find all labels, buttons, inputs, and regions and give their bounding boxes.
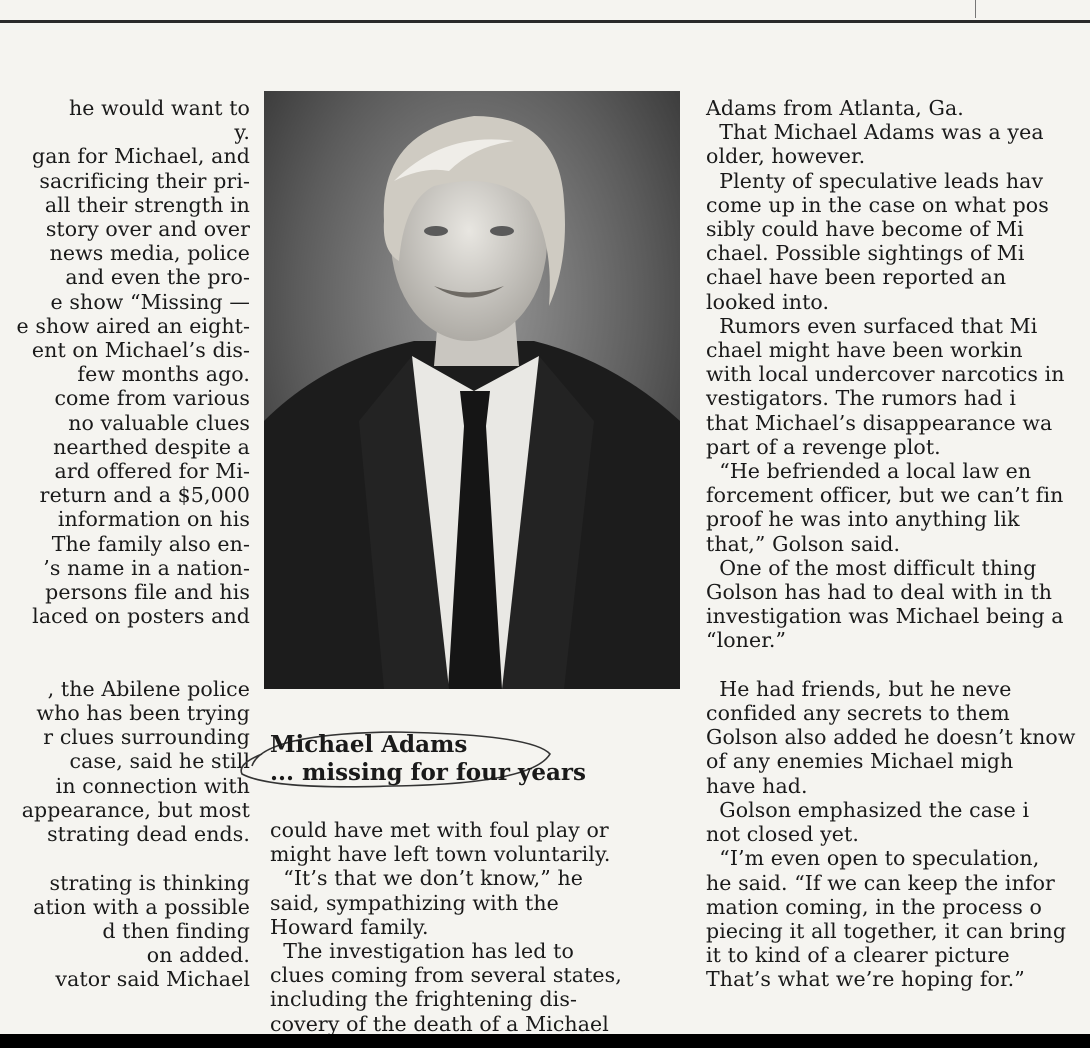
text-line: He had friends, but he neve [706,676,1012,701]
text-line: covery of the death of a Michael [270,1011,609,1034]
text-line: in connection with [55,773,250,798]
text-line: gan for Michael, and [31,144,250,169]
text-line: strating is thinking [49,870,250,895]
text-line: have had. [706,773,808,798]
text-line: clues coming from several states, [270,963,622,988]
text-line: e show “Missing — [50,289,250,314]
text-line: “I’m even open to speculation, [706,846,1040,871]
text-line: no valuable clues [68,410,250,435]
text-line: ’s name in a nation- [43,555,250,580]
text-line: , the Abilene police [47,676,250,701]
text-line: few months ago. [77,362,250,387]
text-line: e show aired an eight- [16,313,250,338]
text-line: chael might have been workin [706,338,1023,363]
text-line: he said. “If we can keep the infor [706,870,1055,895]
text-line: Golson emphasized the case i [706,797,1030,822]
text-line: piecing it all together, it can bring [706,918,1067,943]
text-line [706,653,1090,677]
text-line [0,653,250,677]
text-line: come from various [54,386,250,411]
text-line: vator said Michael [55,967,250,992]
text-line: mation coming, in the process o [706,894,1042,919]
text-line: investigation was Michael being a [706,604,1064,629]
column-tick [975,0,976,18]
text-line: Rumors even surfaced that Mi [706,313,1038,338]
text-line: Adams from Atlanta, Ga. [706,96,964,120]
text-line: chael. Possible sightings of Mi [706,241,1025,266]
text-line: proof he was into anything lik [706,507,1020,532]
text-line: story over and over [45,217,250,242]
text-line: r clues surrounding [43,725,250,750]
text-line: One of the most difficult thing [706,555,1037,580]
caption-name: Michael Adams [270,731,468,758]
text-line: could have met with foul play or [270,818,609,842]
text-line: ard offered for Mi- [54,459,250,484]
middle-column [270,818,670,1034]
text-line: he would want to [68,96,250,120]
text-line: That’s what we’re hoping for.” [706,967,1025,992]
text-line: The investigation has led to [270,939,574,964]
left-column [0,96,250,992]
text-line: ent on Michael’s dis- [31,338,250,363]
text-line: on added. [146,943,250,968]
text-line: ation with a possible [33,894,250,919]
text-line: said, sympathizing with the [270,890,559,915]
text-line: of any enemies Michael migh [706,749,1014,774]
right-column [706,96,1090,992]
text-line [0,846,250,870]
text-line: it to kind of a clearer picture [706,943,1010,968]
text-line: information on his [57,507,250,532]
text-line: looked into. [706,289,830,314]
text-line: The family also en- [51,531,250,556]
text-line: appearance, but most [21,797,250,822]
text-line: not closed yet. [706,822,859,847]
text-line: That Michael Adams was a yea [706,120,1044,145]
text-line: including the frightening dis- [270,987,577,1012]
text-line: Golson has had to deal with in th [706,580,1053,605]
text-line: Golson also added he doesn’t know [706,725,1076,750]
text-line: who has been trying [36,701,250,726]
text-line: chael have been reported an [706,265,1007,290]
text-line: “It’s that we don’t know,” he [270,866,583,891]
photo-caption [270,731,690,787]
text-line: “loner.” [706,628,787,653]
text-line: Plenty of speculative leads hav [706,168,1044,193]
text-line: case, said he still [69,749,250,774]
text-line: older, however. [706,144,866,169]
text-line: persons file and his [45,580,250,605]
text-line: all their strength in [44,192,250,217]
text-line: might have left town voluntarily. [270,842,611,867]
text-line: “He befriended a local law en [706,459,1032,484]
text-line: and even the pro- [65,265,250,290]
bottom-border [0,1034,1090,1048]
text-line: laced on posters and [32,604,250,629]
text-line: sibly could have become of Mi [706,217,1024,242]
text-line: nearthed despite a [53,434,250,459]
text-line: Howard family. [270,914,429,939]
text-line: sacrificing their pri- [39,168,250,193]
text-line: y. [234,120,250,145]
top-rule [0,20,1090,23]
text-line: news media, police [49,241,250,266]
text-line: vestigators. The rumors had i [706,386,1016,411]
caption-subtitle: ... missing for four years [270,759,586,786]
text-line: that Michael’s disappearance wa [706,410,1053,435]
portrait-photo [264,91,680,689]
text-line: confided any secrets to them [706,701,1010,726]
text-line: with local undercover narcotics in [706,362,1065,387]
text-line: strating dead ends. [47,822,250,847]
text-line: part of a revenge plot. [706,434,941,459]
text-line: return and a $5,000 [39,483,250,508]
text-line: come up in the case on what pos [706,192,1049,217]
text-line: that,” Golson said. [706,531,901,556]
text-line: forcement officer, but we can’t fin [706,483,1064,508]
text-line [0,628,250,652]
text-line: d then finding [102,918,250,943]
